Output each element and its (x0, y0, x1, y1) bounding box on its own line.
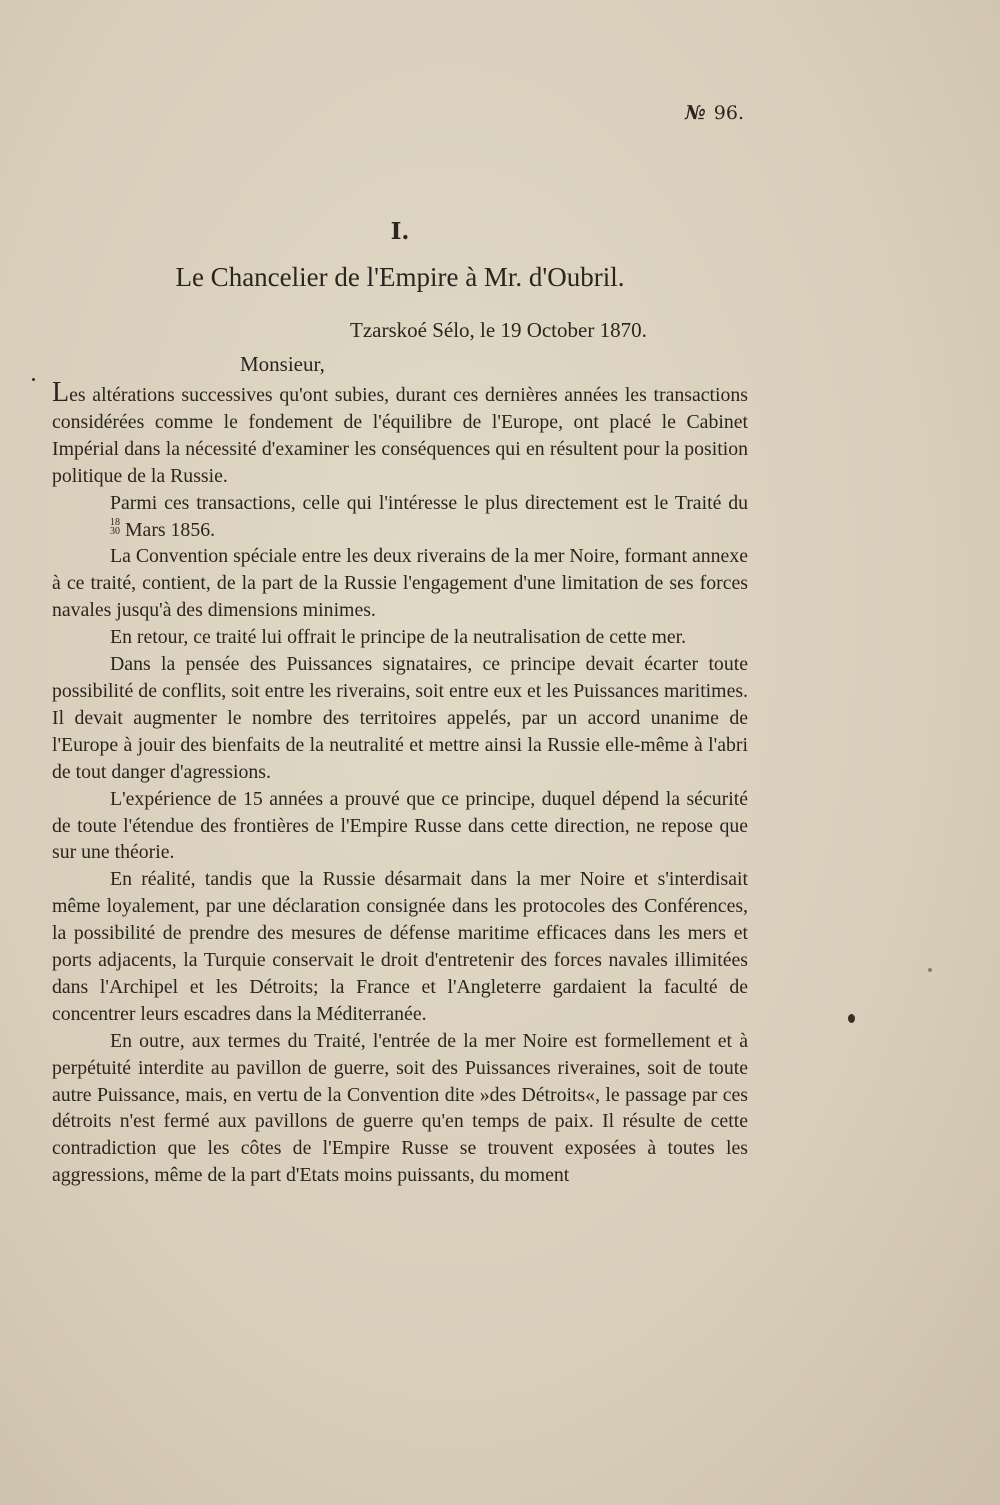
paragraph-5: Dans la pensée des Puissances signataires, ce principe devait écarter toute possibilité de conflits, soit entre les riverains, soit entre eux et les Puissances maritimes. Il devait augmenter le nombre des territoires appelés, par un accord unanime de l'Europe à jouir des bienfaits de la neutralité et mettre ainsi la Russie elle-même à l'abri de tout danger d'agressions. (52, 653, 748, 783)
paragraph-1-text: es altérations successives qu'ont subies, durant ces dernières années les transactions considérées comme le fondement de l'équilibre de l'Europe, ont placé le Cabinet Impérial dans la nécessité d'examiner les conséquences qui en résultent pour la position politique de la Russie. (52, 384, 748, 487)
ink-speck (848, 1014, 855, 1023)
letter-title: Le Chancelier de l'Empire à Mr. d'Oubril. (175, 262, 625, 292)
page-number (685, 102, 744, 124)
paragraph-2-after: Mars 1856. (120, 518, 216, 541)
fraction-top: 18 (110, 516, 120, 528)
initial-letter: L (52, 377, 70, 408)
date-fraction (52, 518, 120, 536)
letter-body (52, 377, 748, 1189)
page-number-value: 96. (713, 102, 744, 124)
ink-speck (32, 378, 35, 381)
fraction-bottom: 30 (110, 525, 120, 537)
paragraph-6: L'expérience de 15 années a prouvé que ce principe, duquel dépend la sécurité de toute l'étendue des frontières de l'Empire Russe dans cette direction, ne repose que sur une théorie. (52, 787, 748, 864)
paragraph-2-before: Parmi ces transactions, celle qui l'intéresse le plus directement est le Traité du (110, 491, 748, 514)
number-sign: № (685, 102, 706, 124)
ink-speck (928, 968, 932, 972)
paragraph-7: En réalité, tandis que la Russie désarmait dans la mer Noire et s'interdisait même loyalement, par une déclaration consignée dans les protocoles des Conférences, la possibilité de prendre des mesures de défense maritime efficaces dans les mers et ports adjacents, la Turquie conservait le droit d'entretenir des forces navales illimitées dans l'Archipel et les Détroits; la France et l'Angleterre gardaient la faculté de concentrer leurs escadres dans la Méditerranée. (52, 868, 748, 1025)
paragraph-4: En retour, ce traité lui offrait le principe de la neutralisation de cette mer. (110, 626, 687, 649)
paragraph-8: En outre, aux termes du Traité, l'entrée de la mer Noire est formellement et à perpétuité interdite au pavillon de guerre, soit des Puissances riveraines, soit de toute autre Puissance, mais, en vertu de la Convention dite »des Détroits«, le passage par ces détroits n'est fermé aux pavillons de guerre qu'en temps de paix. Il résulte de cette contradiction que les côtes de l'Empire Russe se trouvent exposées à toutes les aggressions, même de la part d'Etats moins puissants, du moment (52, 1029, 748, 1187)
paragraph-1 (52, 377, 748, 490)
paragraph-2 (52, 490, 748, 544)
date-line: Tzarskoé Sélo, le 19 October 1870. (350, 318, 647, 342)
section-number: I. (390, 218, 410, 245)
salutation: Monsieur, (240, 352, 325, 376)
paragraph-3: La Convention spéciale entre les deux riverains de la mer Noire, formant annexe à ce traité, contient, de la part de la Russie l'engagement d'une limitation de ses forces navales jusqu'à des dimensions minimes. (52, 545, 748, 622)
